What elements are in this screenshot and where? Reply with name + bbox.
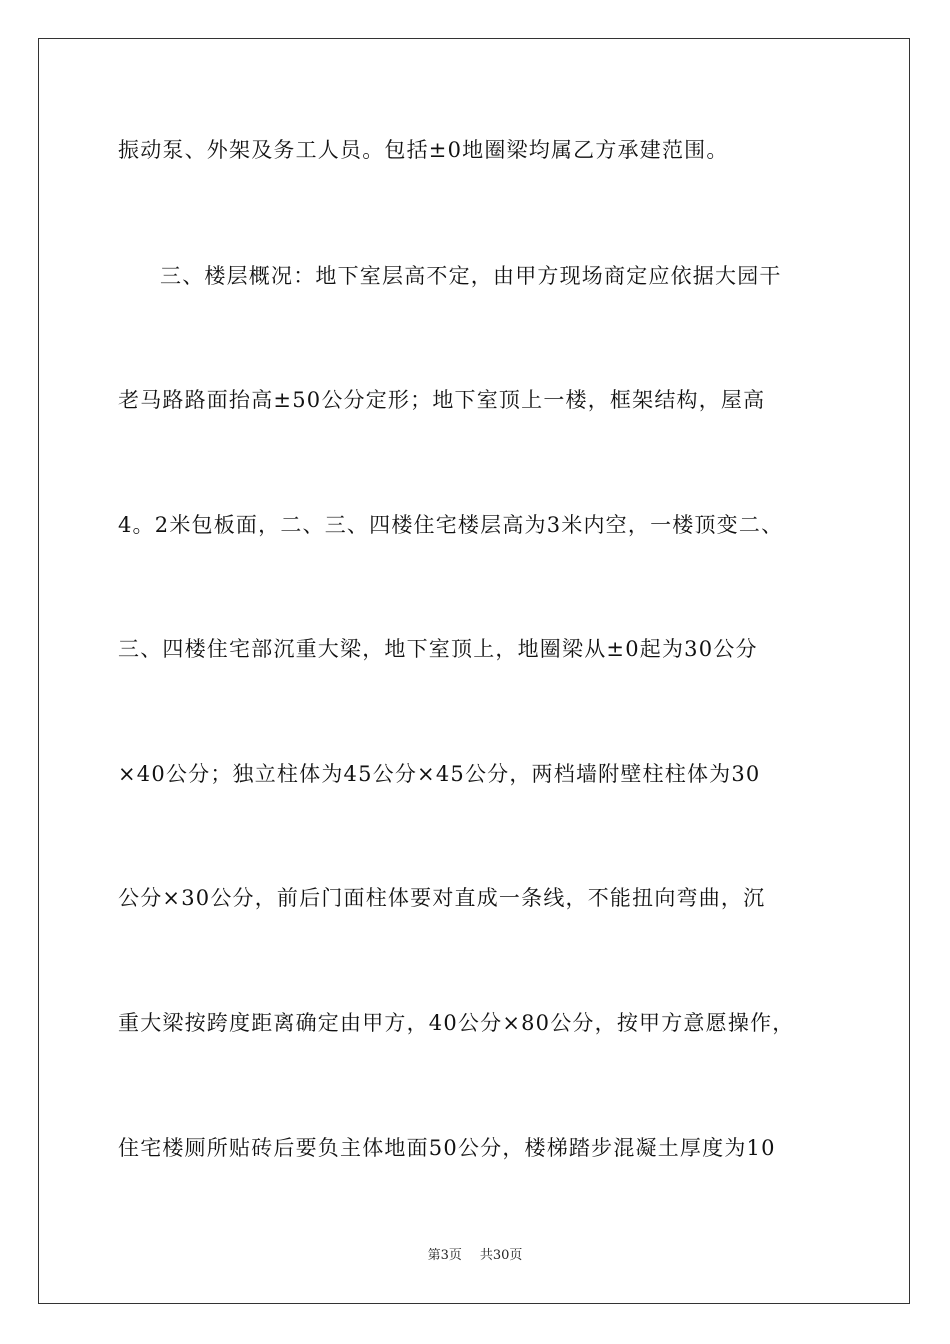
page-border bbox=[38, 38, 910, 1304]
body-text-line-1: 振动泵、外架及务工人员。包括±0地圈梁均属乙方承建范围。 bbox=[118, 138, 729, 162]
page-number: 第3页 bbox=[427, 1248, 462, 1263]
page-total: 共30页 bbox=[479, 1248, 523, 1263]
body-text-line-8: 重大梁按跨度距离确定由甲方，40公分×80公分，按甲方意愿操作， bbox=[118, 1011, 795, 1035]
body-text-line-3: 老马路路面抬高±50公分定形；地下室顶上一楼，框架结构，屋高 bbox=[118, 388, 766, 412]
body-text-line-7: 公分×30公分，前后门面柱体要对直成一条线，不能扭向弯曲，沉 bbox=[118, 886, 766, 910]
body-text-line-5: 三、四楼住宅部沉重大梁，地下室顶上，地圈梁从±0起为30公分 bbox=[118, 637, 758, 661]
body-text-line-9: 住宅楼厕所贴砖后要负主体地面50公分，楼梯踏步混凝土厚度为10 bbox=[118, 1136, 776, 1160]
page-footer bbox=[0, 1247, 950, 1265]
body-text-line-4: 4。2米包板面，二、三、四楼住宅楼层高为3米内空，一楼顶变二、 bbox=[118, 513, 784, 537]
body-text-line-2: 三、楼层概况：地下室层高不定，由甲方现场商定应依据大园干 bbox=[160, 264, 782, 288]
body-text-line-6: ×40公分；独立柱体为45公分×45公分，两档墙附壁柱柱体为30 bbox=[118, 762, 761, 786]
